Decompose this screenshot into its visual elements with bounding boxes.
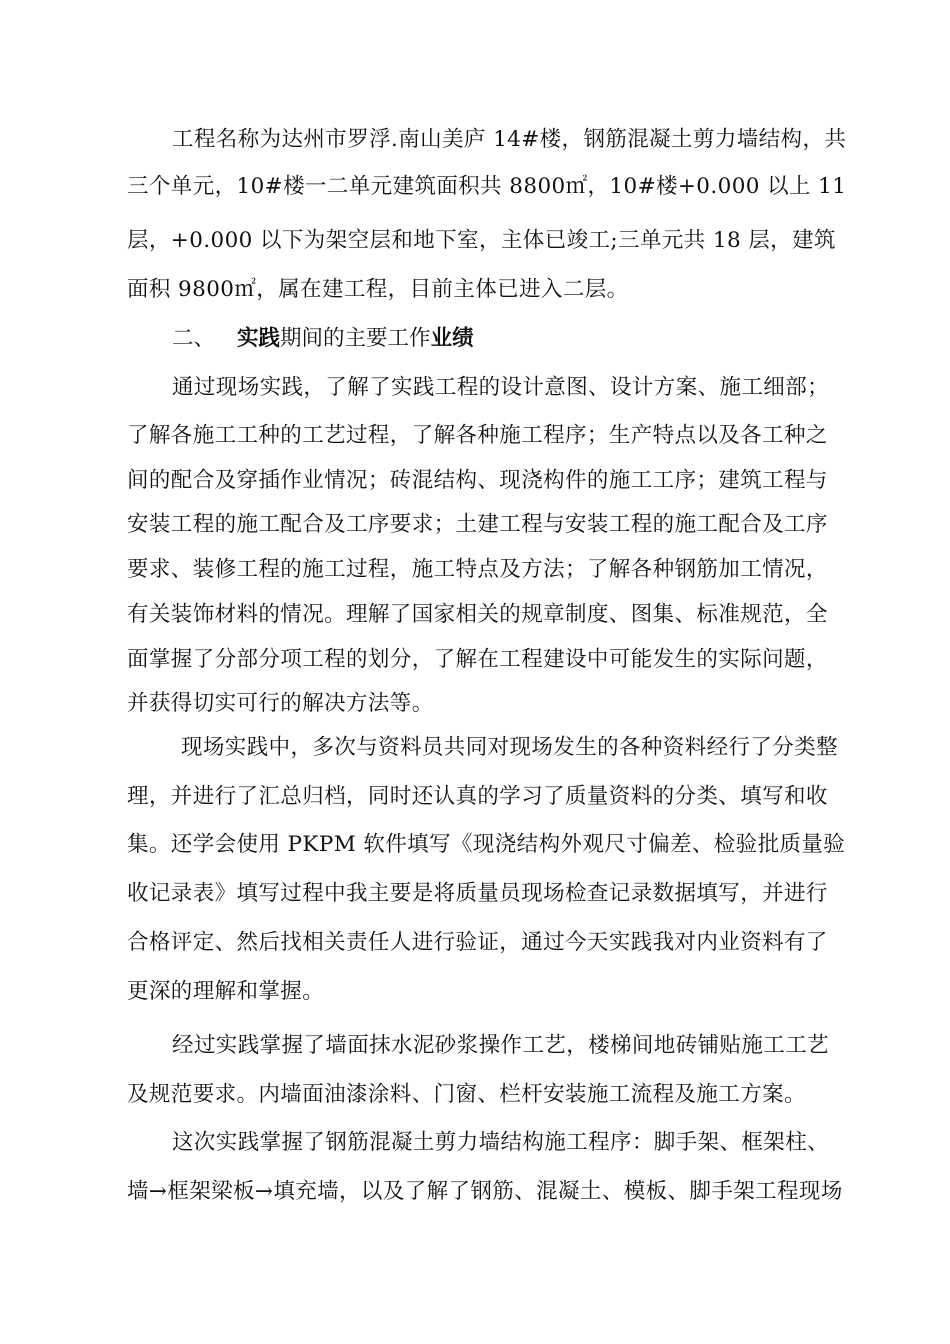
paragraph-2-line-8: 并获得切实可行的解决方法等。 xyxy=(127,691,434,716)
paragraph-1-line-1: 工程名称为达州市罗浮.南山美庐 14#楼，钢筋混凝土剪力墙结构，共 xyxy=(172,127,847,152)
paragraph-3-line-2: 理，并进行了汇总归档，同时还认真的学习了质量资料的分类、填写和收 xyxy=(127,784,828,809)
heading-bold-2: 业绩 xyxy=(430,326,474,351)
paragraph-5-line-1: 这次实践掌握了钢筋混凝土剪力墙结构施工程序：脚手架、框架柱、 xyxy=(172,1130,830,1155)
paragraph-4-line-2: 及规范要求。内墙面油漆涂料、门窗、栏杆安装施工流程及施工方案。 xyxy=(127,1082,806,1107)
paragraph-2-line-5: 要求、装修工程的施工过程，施工特点及方法；了解各种钢筋加工情况， xyxy=(127,557,828,582)
section-number: 二、 xyxy=(172,326,216,351)
paragraph-3-line-3: 集。还学会使用 PKPM 软件填写《现浇结构外观尺寸偏差、检验批质量验 xyxy=(127,832,846,857)
paragraph-2-line-4: 安装工程的施工配合及工序要求；土建工程与安装工程的施工配合及工序 xyxy=(127,512,828,537)
paragraph-2-line-1: 通过现场实践，了解了实践工程的设计意图、设计方案、施工细部； xyxy=(172,375,830,400)
paragraph-3-line-5: 合格评定、然后找相关责任人进行验证，通过今天实践我对内业资料有了 xyxy=(127,930,828,955)
paragraph-2-line-3: 间的配合及穿插作业情况；砖混结构、现浇构件的施工工序；建筑工程与 xyxy=(127,468,828,493)
section-heading xyxy=(172,324,474,354)
paragraph-3-line-6: 更深的理解和掌握。 xyxy=(127,979,325,1004)
paragraph-2-line-6: 有关装饰材料的情况。理解了国家相关的规章制度、图集、标准规范，全 xyxy=(127,602,828,627)
paragraph-3-line-1: 现场实践中，多次与资料员共同对现场发生的各种资料经行了分类整 xyxy=(181,735,839,760)
paragraph-1-line-4: 面积 9800㎡，属在建工程，目前主体已进入二层。 xyxy=(127,277,629,302)
paragraph-3-line-4: 收记录表》填写过程中我主要是将质量员现场检查记录数据填写，并进行 xyxy=(127,881,828,906)
heading-part-3: 的主要工作 xyxy=(323,326,431,351)
paragraph-4-line-1: 经过实践掌握了墙面抹水泥砂浆操作工艺，楼梯间地砖铺贴施工工艺 xyxy=(172,1033,830,1058)
paragraph-5-line-2: 墙→框架梁板→填充墙，以及了解了钢筋、混凝土、模板、脚手架工程现场 xyxy=(127,1179,843,1204)
paragraph-1-line-3: 层，+0.000 以下为架空层和地下室，主体已竣工;三单元共 18 层，建筑 xyxy=(127,228,836,253)
heading-part-2: 期间 xyxy=(280,326,324,351)
heading-bold-1: 实践 xyxy=(237,326,281,351)
paragraph-1-line-2: 三个单元，10#楼一二单元建筑面积共 8800㎡，10#楼+0.000 以上 11 xyxy=(127,174,847,199)
paragraph-2-line-2: 了解各施工工种的工艺过程，了解各种施工程序；生产特点以及各工种之 xyxy=(127,423,828,448)
paragraph-2-line-7: 面掌握了分部分项工程的划分，了解在工程建设中可能发生的实际问题， xyxy=(127,647,828,672)
